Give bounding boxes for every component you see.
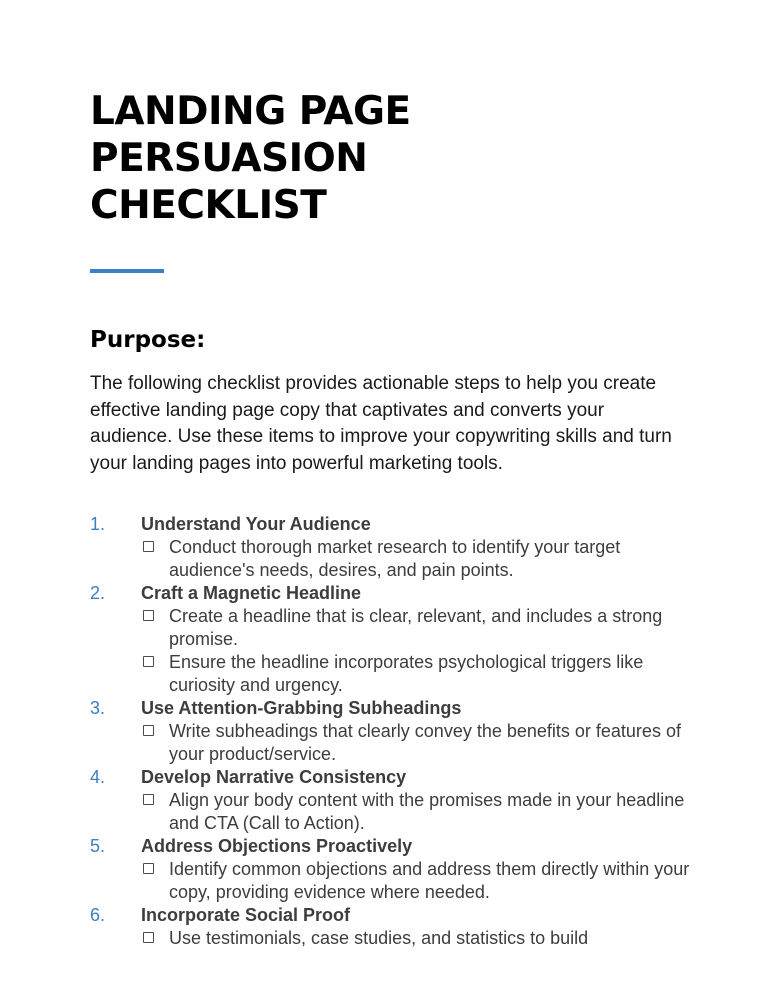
subitem-list (141, 720, 690, 766)
checklist-item (90, 582, 690, 697)
checklist-subitem (141, 536, 690, 582)
item-title: Address Objections Proactively (141, 836, 413, 856)
checklist-item (90, 835, 690, 904)
subitem-text: Identify common objections and address them directly within your copy, providing evidence where needed. (169, 859, 690, 902)
item-title: Develop Narrative Consistency (141, 767, 407, 787)
checklist-subitem (141, 789, 690, 835)
subitem-text: Conduct thorough market research to identify your target audience's needs, desires, and pain points. (169, 537, 621, 580)
checklist-item (90, 513, 690, 582)
item-number: 5. (90, 836, 106, 856)
checkbox-icon[interactable] (143, 656, 154, 667)
subitem-text: Write subheadings that clearly convey the benefits or features of your product/service. (169, 721, 681, 764)
item-title: Use Attention-Grabbing Subheadings (141, 698, 462, 718)
item-number: 3. (90, 698, 106, 718)
item-number: 1. (90, 514, 106, 534)
title-line-2: CHECKLIST (90, 183, 327, 228)
subitem-text: Create a headline that is clear, relevant, and includes a strong promise. (169, 606, 663, 649)
checklist-subitem (141, 927, 690, 950)
checklist-subitem (141, 651, 690, 697)
document-page (90, 88, 690, 950)
subitem-list (141, 536, 690, 582)
item-number: 4. (90, 767, 106, 787)
item-number: 2. (90, 583, 106, 603)
subitem-list (141, 858, 690, 904)
subitem-list (141, 789, 690, 835)
purpose-paragraph: The following checklist provides actionable steps to help you create effective landing page copy that captivates and converts your audience. Use these items to improve your copywriting skills and turn your landing pages into powerful marketing tools. (90, 373, 672, 474)
subitem-text: Use testimonials, case studies, and statistics to build (169, 928, 589, 948)
checkbox-icon[interactable] (143, 794, 154, 805)
title-accent-rule (90, 269, 164, 273)
checklist-item (90, 904, 690, 950)
item-title: Craft a Magnetic Headline (141, 583, 362, 603)
checklist-subitem (141, 605, 690, 651)
subitem-text: Align your body content with the promises made in your headline and CTA (Call to Action). (169, 790, 685, 833)
checklist-item (90, 766, 690, 835)
checklist-subitem (141, 720, 690, 766)
checkbox-icon[interactable] (143, 610, 154, 621)
checklist (90, 513, 690, 950)
checkbox-icon[interactable] (143, 541, 154, 552)
title-line-1: LANDING PAGE PERSUASION (90, 89, 411, 181)
item-title: Incorporate Social Proof (141, 905, 351, 925)
checkbox-icon[interactable] (143, 932, 154, 943)
subitem-list (141, 605, 690, 697)
item-number: 6. (90, 905, 106, 925)
subitem-text: Ensure the headline incorporates psychological triggers like curiosity and urgency. (169, 652, 644, 695)
page-title (90, 88, 690, 229)
subitem-list (141, 927, 690, 950)
purpose-heading: Purpose: (90, 327, 206, 353)
item-title: Understand Your Audience (141, 514, 371, 534)
checkbox-icon[interactable] (143, 725, 154, 736)
checkbox-icon[interactable] (143, 863, 154, 874)
checklist-subitem (141, 858, 690, 904)
checklist-item (90, 697, 690, 766)
